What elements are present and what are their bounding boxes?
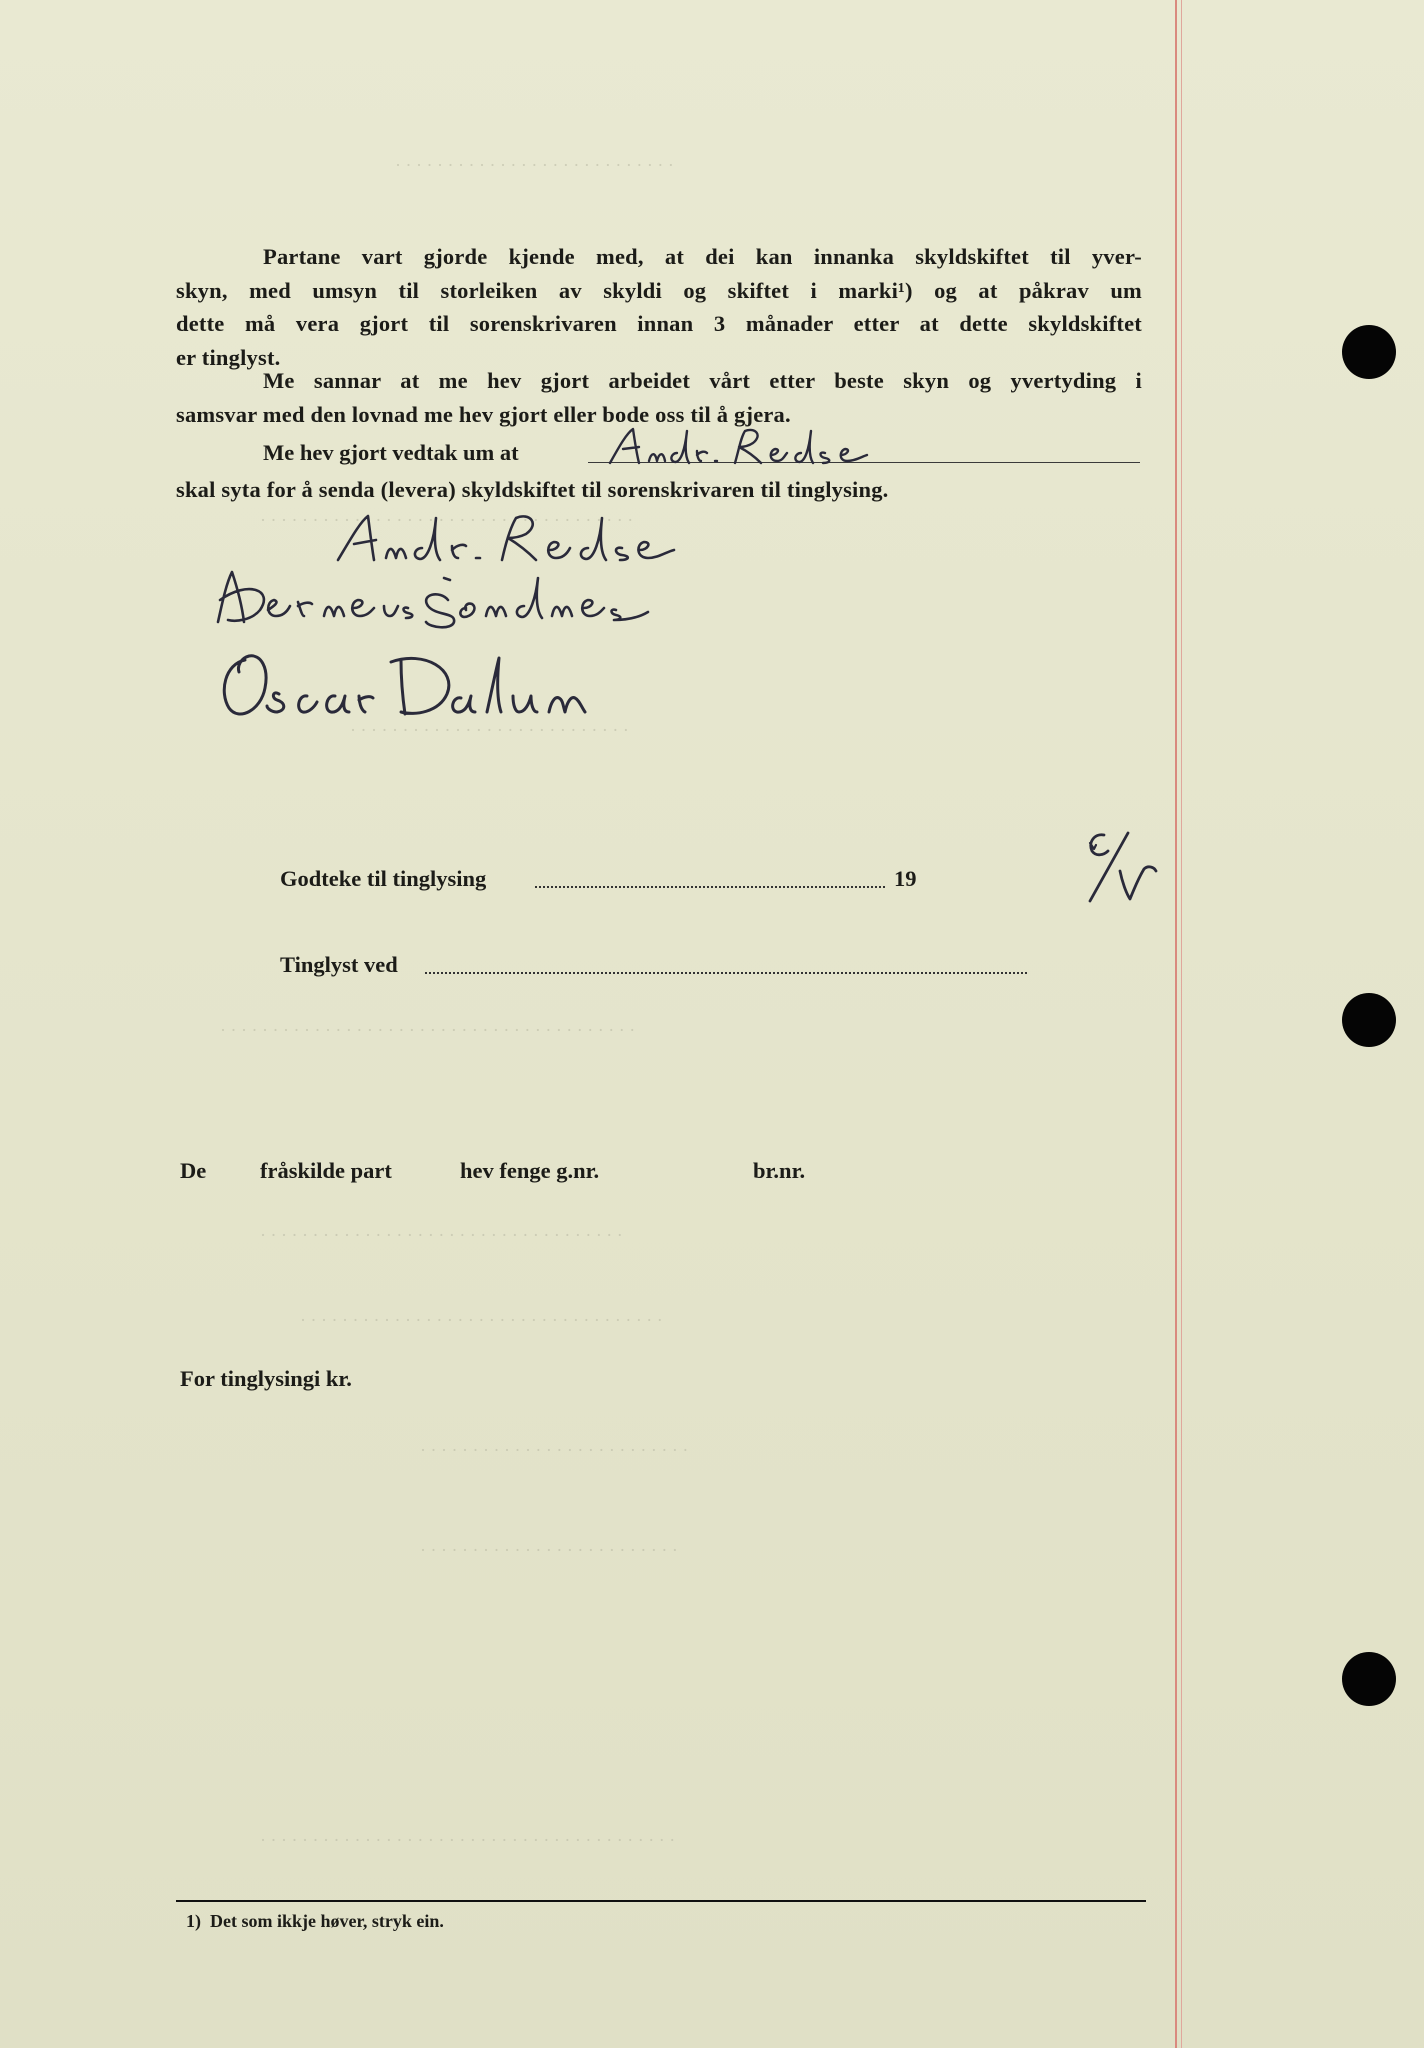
paragraph-affirmation bbox=[176, 364, 1142, 431]
registered-at-field[interactable] bbox=[425, 972, 1027, 974]
footnote-marker: 1) bbox=[186, 1911, 201, 1931]
bleed-through-text: · · · · · · · · · · · · · · · · · · · · · · · · · · · bbox=[395, 155, 674, 175]
handwritten-name-vedtak bbox=[605, 425, 905, 470]
bleed-through-text: · · · · · · · · · · · · · · · · · · · · · · · · · · · · · · · · · · · bbox=[260, 1225, 623, 1245]
footnote bbox=[186, 1911, 444, 1932]
farm-number-label: hev fenge g.nr. bbox=[460, 1158, 600, 1183]
footnote-divider bbox=[176, 1900, 1146, 1902]
paragraph-line: Partane vart gjorde kjende med, at dei kan innanka skyldskiftet til yver- bbox=[263, 244, 1142, 269]
paragraph-line: dette må vera gjort til sorenskrivaren innan 3 månader etter at dette skyldskiftet bbox=[176, 311, 1142, 336]
bleed-through-text: · · · · · · · · · · · · · · · · · · · · · · · · · · · · · · · · · · · · bbox=[260, 510, 634, 530]
registered-at-label: Tinglyst ved bbox=[280, 952, 398, 977]
handwritten-cv-mark bbox=[1082, 825, 1162, 910]
separated-part-label: fråskilde part bbox=[260, 1158, 392, 1183]
vedtak-label: Me hev gjort vedtak um at bbox=[263, 440, 519, 465]
handwritten-signature-3 bbox=[215, 640, 595, 725]
approved-year-prefix: 19 bbox=[894, 866, 917, 891]
bleed-through-text: · · · · · · · · · · · · · · · · · · · · · · · · · · · · · · · · · · · · · · · · bbox=[220, 1020, 636, 1040]
bleed-through-text: · · · · · · · · · · · · · · · · · · · · · · · · · · · bbox=[350, 720, 629, 740]
punch-hole-bottom bbox=[1342, 1652, 1396, 1706]
de-label: De bbox=[180, 1158, 207, 1183]
paragraph-line: samsvar med den lovnad me hev gjort eller bode oss til å gjera. bbox=[176, 401, 791, 427]
paragraph-line: Me sannar at me hev gjort arbeidet vårt etter beste skyn og yvertyding i bbox=[263, 368, 1142, 393]
footnote-text: Det som ikkje høver, stryk ein. bbox=[210, 1911, 444, 1931]
bleed-through-text: · · · · · · · · · · · · · · · · · · · · · · · · · bbox=[420, 1540, 678, 1560]
paragraph-line: er tinglyst. bbox=[176, 344, 281, 370]
registration-fee-label: For tinglysingi kr. bbox=[180, 1366, 352, 1391]
punch-hole-top bbox=[1342, 325, 1396, 379]
holding-number-label: br.nr. bbox=[753, 1158, 806, 1183]
red-margin-line bbox=[1175, 0, 1177, 2048]
paragraph-submission bbox=[176, 473, 1142, 507]
approved-for-registration-label: Godteke til tinglysing bbox=[280, 866, 487, 891]
red-margin-line-secondary bbox=[1181, 0, 1182, 2048]
paragraph-line: skal syta for å senda (levera) skyldskiftet til sorenskrivaren til tinglysing. bbox=[176, 477, 889, 502]
handwritten-signature-2 bbox=[208, 560, 658, 630]
paragraph-line: skyn, med umsyn til storleiken av skyldi og skiftet i marki¹) og at påkrav um bbox=[176, 277, 1142, 303]
bleed-through-text: · · · · · · · · · · · · · · · · · · · · · · · · · · · · · · · · · · · bbox=[300, 1310, 663, 1330]
bleed-through-text: · · · · · · · · · · · · · · · · · · · · · · · · · · · · · · · · · · · · · · · · bbox=[260, 1830, 676, 1850]
paragraph-appeal-notice bbox=[176, 240, 1142, 374]
punch-hole-middle bbox=[1342, 993, 1396, 1047]
bleed-through-text: · · · · · · · · · · · · · · · · · · · · · · · · · · bbox=[420, 1440, 689, 1460]
approved-date-field[interactable] bbox=[535, 886, 885, 888]
